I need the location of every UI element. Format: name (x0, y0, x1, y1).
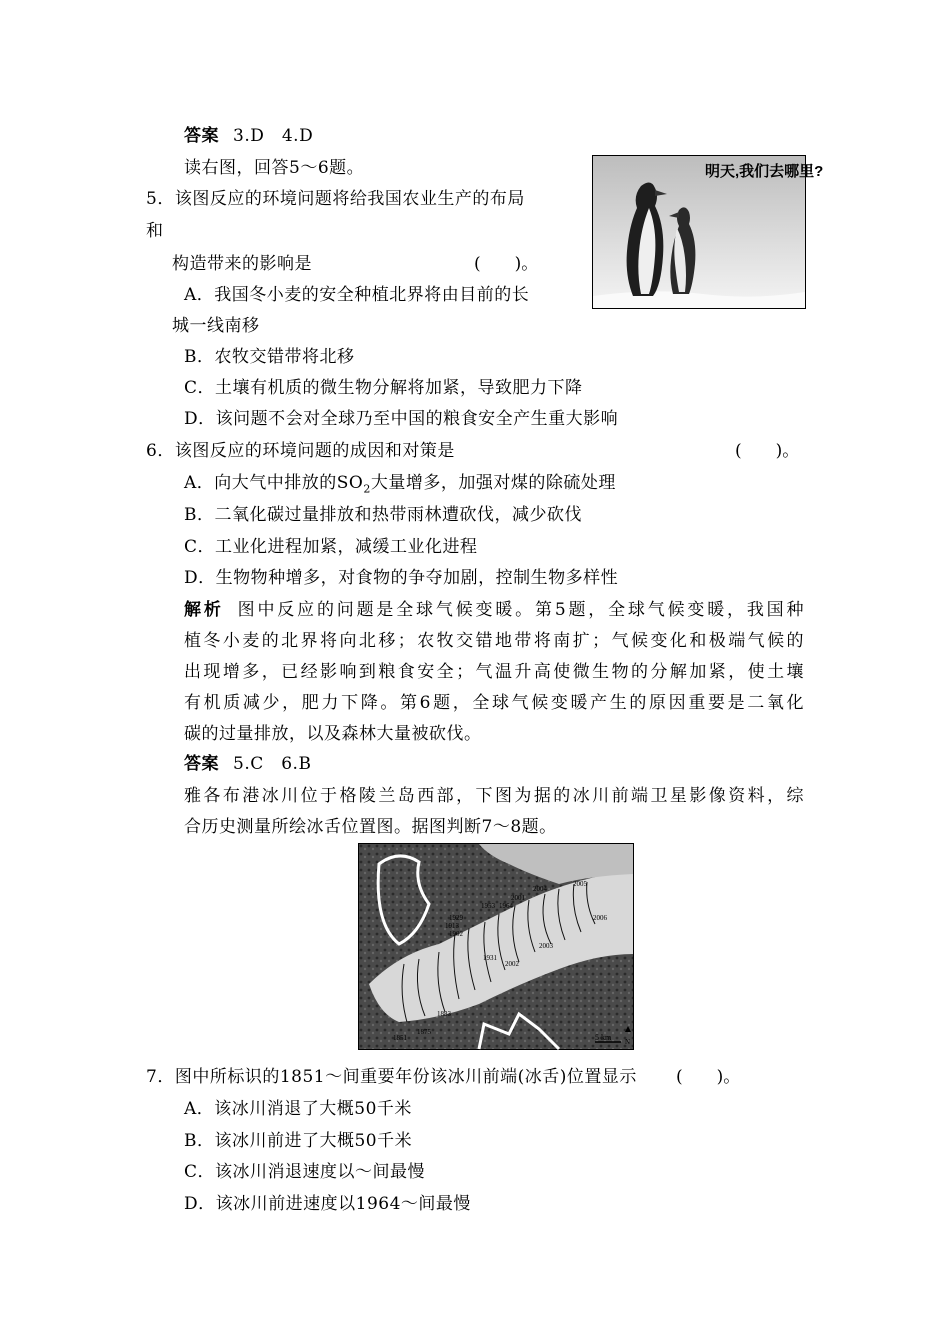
glacier-map-svg (359, 844, 633, 1049)
q6-option-a-pre: A．向大气中排放的SO (184, 473, 364, 493)
q7-option-d: D．该冰川前进速度以1964～间最慢 (184, 1194, 471, 1214)
map-year-label: 1953 (481, 902, 495, 910)
map-year-label: 1913 (445, 922, 459, 930)
analysis-line1 (184, 599, 804, 621)
q5-option-d: D．该问题不会对全球乃至中国的粮食安全产生重大影响 (184, 409, 619, 429)
q6-option-c: C．工业化进程加紧，减缓工业化进程 (184, 537, 478, 557)
q7-stem: 7．图中所标识的1851～间重要年份该冰川前端(冰舌)位置显示 (146, 1067, 637, 1087)
map-north-label: N (625, 1038, 631, 1046)
analysis-line3: 出现增多，已经影响到粮食安全；气温升高使微生物的分解加紧，使土壤 (184, 662, 804, 682)
q6-option-a-sub: 2 (363, 482, 371, 496)
q7-option-b: B．该冰川前进了大概50千米 (184, 1131, 413, 1151)
q6-option-d: D．生物物种增多，对食物的争夺加剧，控制生物多样性 (184, 568, 619, 588)
q5-stem-line3: 构造带来的影响是 (172, 254, 312, 274)
map-year-label: 1902 (449, 930, 463, 938)
map-year-label: 1851 (393, 1034, 407, 1042)
q6-option-b: B．二氧化碳过量排放和热带雨林遭砍伐，减少砍伐 (184, 505, 582, 525)
map-year-label: 1875 (417, 1028, 431, 1036)
q7-answer-paren: ( )。 (676, 1067, 741, 1087)
q5-option-b: B．农牧交错带将北移 (184, 347, 355, 367)
answer-3-4 (184, 125, 313, 147)
analysis-label: 解析 (184, 600, 224, 620)
answer-label: 答案 (184, 754, 219, 774)
q5-stem-line1: 5．该图反应的环境问题将给我国农业生产的布局 (146, 189, 525, 209)
map-year-label: 1929 (449, 914, 463, 922)
map-year-label: 2004 (533, 885, 547, 893)
map-year-label: 2001 (511, 894, 525, 902)
map-scale-label: 5 km (595, 1033, 612, 1042)
penguin-caption: 明天,我们去哪里? (705, 163, 824, 180)
map-year-label: 2003 (539, 942, 553, 950)
q6-stem: 6．该图反应的环境问题的成因和对策是 (146, 441, 455, 461)
analysis-text-1: 图中反应的问题是全球气候变暖。第5题，全球气候变暖，我国种 (237, 600, 804, 620)
map-year-label: 2006 (593, 914, 607, 922)
intro-7-8-line1: 雅各布港冰川位于格陵兰岛西部，下图为据的冰川前端卫星影像资料，综 (184, 786, 804, 806)
q7-option-c: C．该冰川消退速度以～间最慢 (184, 1162, 426, 1182)
analysis-line5: 碳的过量排放，以及森林大量被砍伐。 (184, 724, 482, 744)
q6-answer-paren: ( )。 (735, 441, 800, 461)
q5-answer-paren: ( )。 (474, 254, 539, 274)
map-year-label: 1931 (483, 954, 497, 962)
answer-5-6 (184, 753, 311, 775)
glacier-map (358, 843, 634, 1050)
penguin-illustration (593, 156, 824, 308)
intro-7-8-line2: 合历史测量所绘冰舌位置图。据图判断7～8题。 (184, 817, 557, 837)
map-year-label: 1883 (437, 1010, 451, 1018)
q6-option-a-post: 大量增多，加强对煤的除硫处理 (370, 473, 616, 493)
q5-option-c: C．土壤有机质的微生物分解将加紧，导致肥力下降 (184, 378, 583, 398)
answer-label: 答案 (184, 126, 219, 146)
q5-option-a-line1: A．我国冬小麦的安全种植北界将由目前的长 (184, 285, 530, 305)
intro-5-6: 读右图，回答5～6题。 (184, 158, 365, 178)
map-year-label: 2002 (505, 960, 519, 968)
q6-option-a (184, 472, 616, 500)
q7-option-a: A．该冰川消退了大概50千米 (184, 1099, 412, 1119)
answer-text: 3.D 4.D (233, 126, 314, 146)
penguin-figure (592, 155, 824, 309)
q5-stem-line2: 和 (146, 221, 164, 241)
analysis-line4: 有机质减少，肥力下降。第6题，全球气候变暖产生的原因重要是二氧化 (184, 693, 804, 713)
answer-text: 5.C 6.B (233, 754, 312, 774)
q5-option-a-line2: 城一线南移 (172, 316, 260, 336)
map-year-label: 1964 (499, 902, 513, 910)
analysis-line2: 植冬小麦的北界将向北移；农牧交错地带将南扩；气候变化和极端气候的 (184, 631, 804, 651)
map-year-label: 2005 (573, 880, 587, 888)
